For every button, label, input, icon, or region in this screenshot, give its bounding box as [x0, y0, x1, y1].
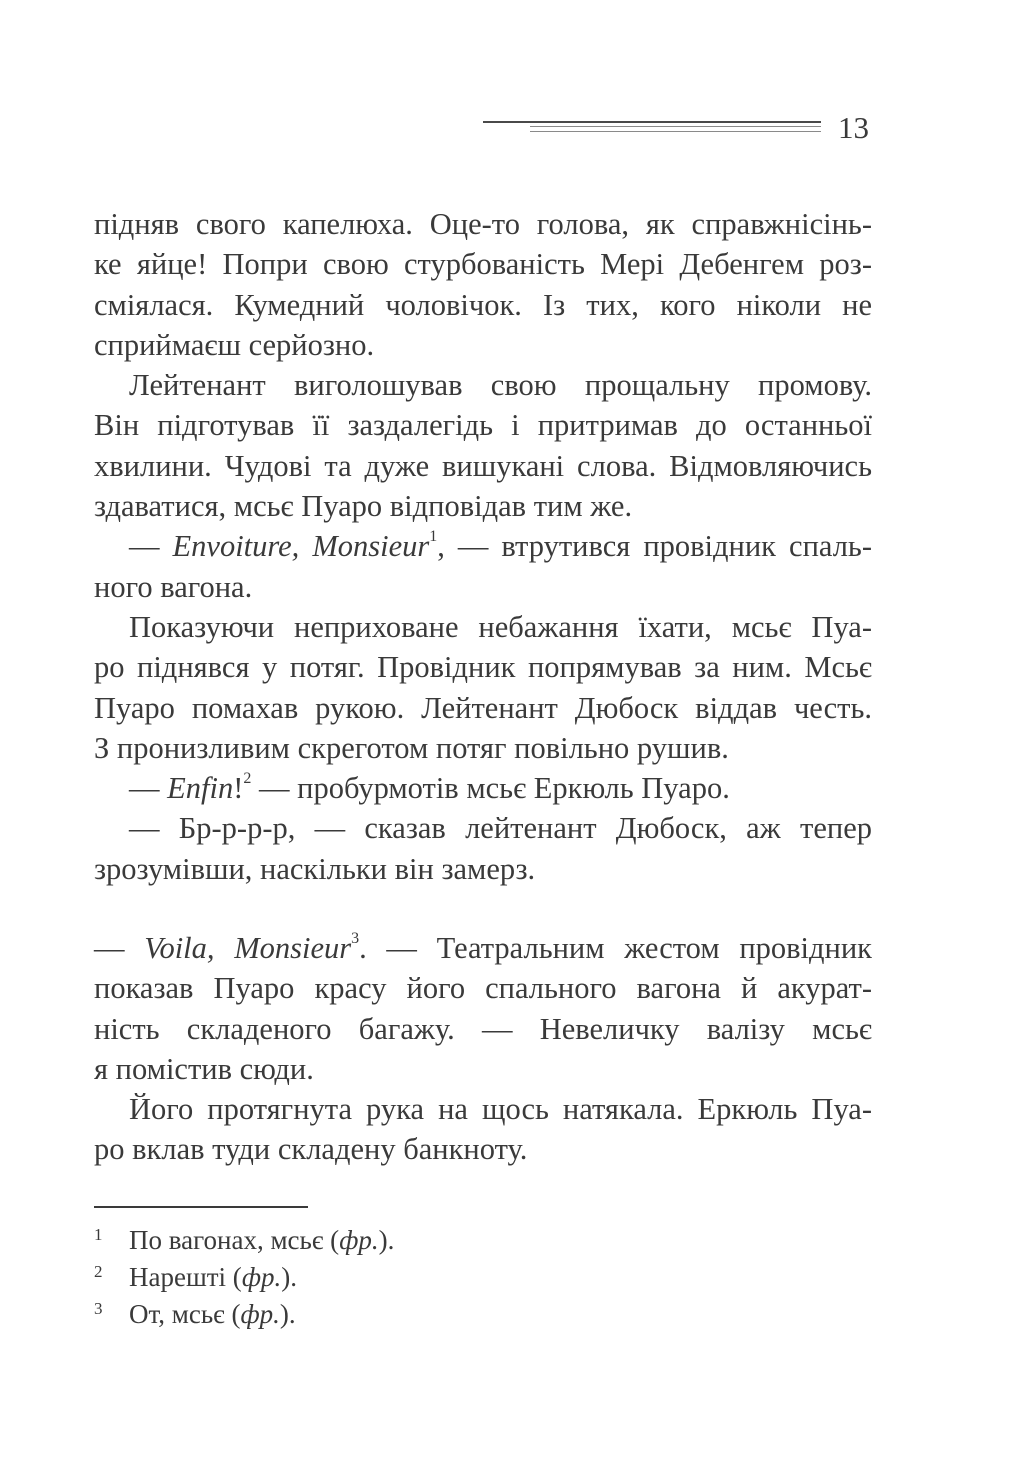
text-line — [94, 526, 872, 566]
text-line: Показуючи неприховане небажання їхати, мсьє Пуа- — [129, 609, 872, 644]
text-line: ного вагона. — [94, 569, 253, 604]
footnote-close: ). — [281, 1262, 297, 1292]
text-run: . — Театральним жестом провідник — [359, 931, 873, 965]
text-line: показав Пуаро красу його спального вагона й акурат- — [94, 971, 872, 1006]
dash: — — [129, 771, 168, 806]
language-abbr: фр. — [241, 1262, 282, 1292]
text-line: сміялася. Кумедний чоловічок. Із тих, кого ніколи не — [94, 287, 872, 322]
text-line: ро вклав туди складену банкноту. — [94, 1132, 528, 1167]
footnote-number: 2 — [94, 1262, 103, 1281]
text-line: сприймаєш серйозно. — [94, 327, 375, 362]
text-line: Пуаро помахав рукою. Лейтенант Дюбоск віддав честь. — [94, 690, 872, 725]
footnote — [94, 1222, 394, 1259]
footnote-close: ). — [378, 1225, 395, 1255]
text-line: Його протягнута рука на щось натякала. Еркюль Пуа- — [129, 1092, 872, 1127]
french-phrase: Envoiture, Monsieur — [172, 529, 430, 564]
text-line — [94, 768, 872, 808]
footnote-ref: 2 — [243, 770, 252, 788]
text-line: Він підготував її заздалегідь і притримав до останньої — [94, 408, 872, 443]
footnote-text — [94, 1262, 297, 1292]
footnote-separator — [94, 1206, 308, 1208]
footnote-translation: Нарешті ( — [129, 1262, 242, 1292]
footnote-close: ). — [279, 1299, 296, 1329]
footnote-translation: От, мсьє ( — [129, 1299, 241, 1329]
header-rule-middle — [530, 126, 821, 127]
text-line — [94, 928, 872, 968]
footnote-number: 1 — [94, 1225, 103, 1244]
footnote — [94, 1259, 394, 1296]
header-rule-top — [483, 121, 821, 123]
body-text-lower — [94, 928, 872, 1170]
dash: — — [129, 529, 173, 564]
text-line: підняв свого капелюха. Оце-то голова, як справжнісінь- — [94, 207, 872, 241]
french-phrase: Enfin — [167, 771, 234, 806]
footnote-ref: 1 — [429, 528, 438, 546]
text-line: З пронизливим скреготом потяг повільно рушив. — [94, 730, 729, 765]
header-rule-bottom — [530, 131, 821, 132]
footnote-ref: 3 — [351, 930, 360, 947]
text-line: здаватися, мсьє Пуаро відповідав тим же. — [94, 489, 633, 524]
french-phrase: Voila, Monsieur — [144, 931, 352, 965]
footnote-number: 3 — [94, 1299, 103, 1318]
footnote-translation: По вагонах, мсьє ( — [129, 1225, 340, 1255]
footnote-text — [94, 1225, 394, 1255]
text-line: я помістив сюди. — [94, 1051, 314, 1086]
text-run: — пробурмотів мсьє Еркюль Пуаро. — [251, 771, 730, 806]
language-abbr: фр. — [339, 1225, 379, 1255]
text-line: ке яйце! Попри свою стурбованість Мері Дебенгем роз- — [94, 247, 872, 282]
dash: — — [94, 931, 145, 965]
text-line: зрозумівши, наскільки він замерз. — [94, 851, 536, 886]
footnote — [94, 1296, 394, 1333]
footnote-text — [94, 1299, 296, 1329]
text-run: , — втрутився провідник спаль- — [437, 529, 872, 564]
footnotes — [94, 1222, 394, 1333]
text-line: ро піднявся у потяг. Провідник попрямував за ним. Мсьє — [94, 650, 872, 685]
text-line: — Бр-р-р-р, — сказав лейтенант Дюбоск, аж тепер — [129, 811, 872, 846]
text-line: хвилини. Чудові та дуже вишукані слова. Відмовляючись — [94, 448, 872, 483]
page-number: 13 — [838, 110, 869, 145]
language-abbr: фр. — [240, 1299, 280, 1329]
text-line: Лейтенант виголошував свою прощальну промову. — [129, 368, 872, 403]
body-text-upper — [94, 204, 872, 889]
text-line: ність складеного багажу. — Невеличку валізу мсьє — [94, 1011, 872, 1046]
text-run: ! — [233, 771, 244, 806]
